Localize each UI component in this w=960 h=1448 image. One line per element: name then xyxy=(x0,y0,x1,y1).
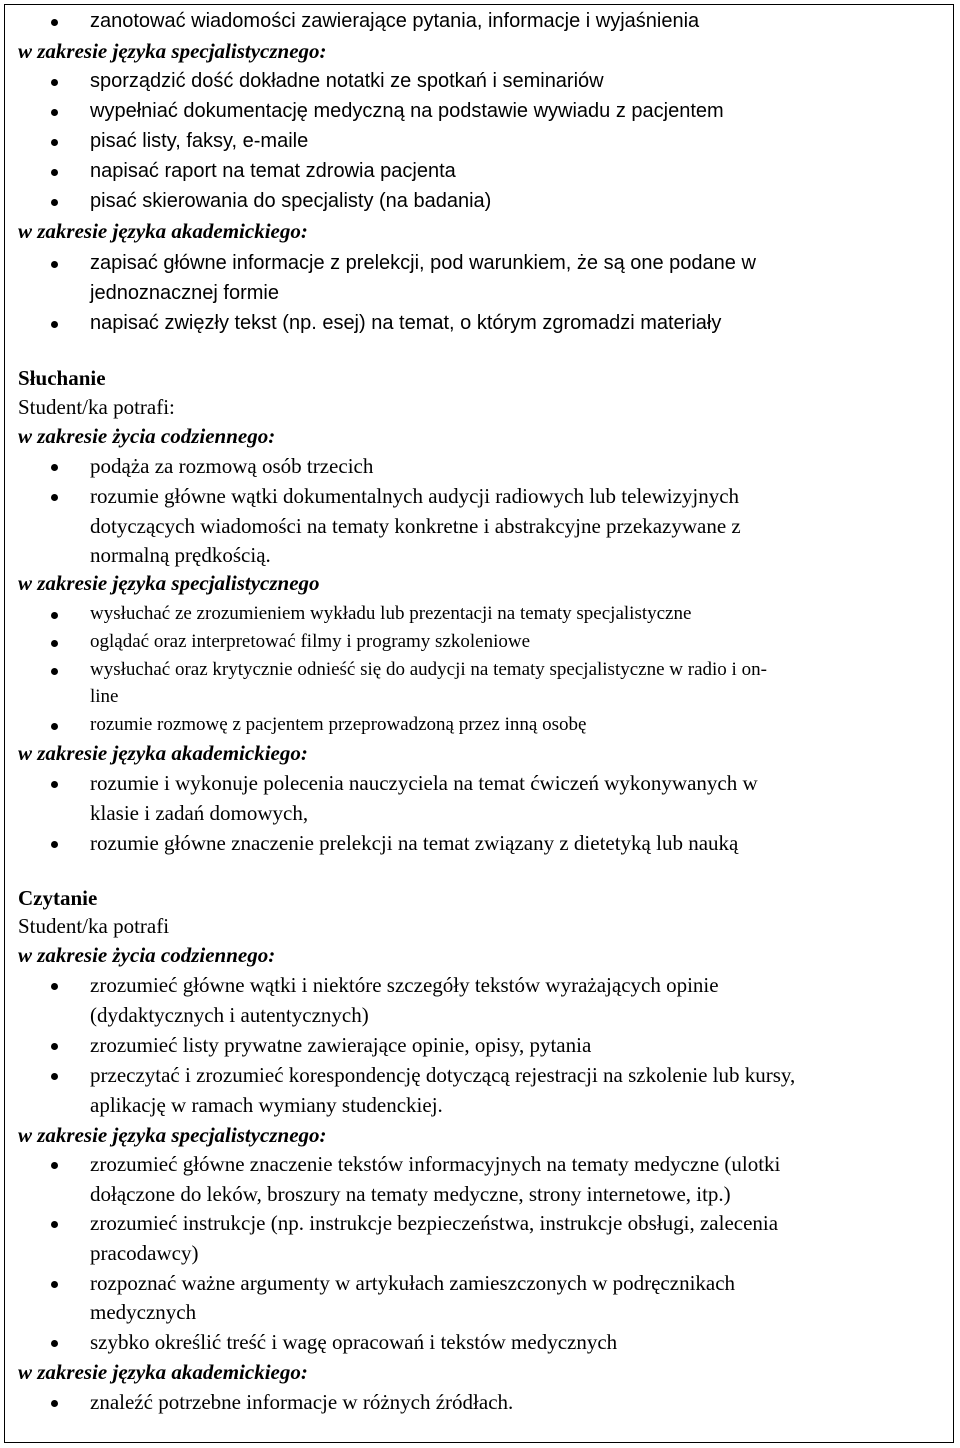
intro-text: Student/ka potrafi xyxy=(18,914,170,938)
bullet-icon xyxy=(51,1340,58,1347)
list-item-continuation: medycznych xyxy=(90,1300,197,1324)
list-item: zrozumieć główne znaczenie tekstów informacyjnych na tematy medyczne (ulotki xyxy=(90,1152,781,1176)
list-item: oglądać oraz interpretować filmy i programy szkoleniowe xyxy=(90,631,530,652)
list-item-continuation: dołączone do leków, broszury na tematy medyczne, strony internetowe, itp.) xyxy=(90,1182,731,1206)
bullet-icon xyxy=(51,1043,58,1050)
bullet-icon xyxy=(51,1281,58,1288)
section-title: Słuchanie xyxy=(18,366,106,390)
intro-text: Student/ka potrafi: xyxy=(18,395,175,419)
bullet-icon xyxy=(51,781,58,788)
list-item-continuation: aplikację w ramach wymiany studenckiej. xyxy=(90,1093,443,1117)
list-item: pisać listy, faksy, e-maile xyxy=(90,130,309,152)
bullet-icon xyxy=(51,261,58,268)
list-item-continuation: jednoznacznej formie xyxy=(90,282,279,304)
list-item-continuation: (dydaktycznych i autentycznych) xyxy=(90,1003,369,1027)
list-item: szybko określić treść i wagę opracowań i tekstów medycznych xyxy=(90,1330,618,1354)
list-item: podąża za rozmową osób trzecich xyxy=(90,454,374,478)
list-item-continuation: normalną prędkością. xyxy=(90,543,271,567)
list-item: napisać zwięzły tekst (np. esej) na temat, o którym zgromadzi materiały xyxy=(90,312,722,334)
bullet-icon xyxy=(51,19,58,26)
bullet-icon xyxy=(51,640,58,647)
bullet-icon xyxy=(51,169,58,176)
list-item: wypełniać dokumentację medyczną na podstawie wywiadu z pacjentem xyxy=(90,100,724,122)
list-item: zrozumieć główne wątki i niektóre szczegóły tekstów wyrażających opinie xyxy=(90,973,719,997)
list-item-continuation: klasie i zadań domowych, xyxy=(90,801,309,825)
bullet-icon xyxy=(51,723,58,730)
bullet-icon xyxy=(51,612,58,619)
list-item: wysłuchać ze zrozumieniem wykładu lub prezentacji na tematy specjalistyczne xyxy=(90,603,692,624)
bullet-icon xyxy=(51,199,58,206)
list-item: zrozumieć listy prywatne zawierające opinie, opisy, pytania xyxy=(90,1033,592,1057)
list-item: zapisać główne informacje z prelekcji, pod warunkiem, że są one podane w xyxy=(90,252,756,274)
list-item: wysłuchać oraz krytycznie odnieść się do audycji na tematy specjalistyczne w radio i on- xyxy=(90,659,767,680)
list-item-continuation: pracodawcy) xyxy=(90,1241,199,1265)
list-item-continuation: line xyxy=(90,686,119,707)
list-item: znaleźć potrzebne informacje w różnych źródłach. xyxy=(90,1390,514,1414)
bullet-icon xyxy=(51,983,58,990)
bullet-icon xyxy=(51,1073,58,1080)
list-item: rozumie główne wątki dokumentalnych audycji radiowych lub telewizyjnych xyxy=(90,484,740,508)
list-item: rozumie główne znaczenie prelekcji na temat związany z dietetyką lub nauką xyxy=(90,831,739,855)
bullet-icon xyxy=(51,109,58,116)
category-heading: w zakresie języka akademickiego: xyxy=(18,1360,308,1384)
bullet-icon xyxy=(51,1400,58,1407)
bullet-icon xyxy=(51,1221,58,1228)
category-heading: w zakresie języka akademickiego: xyxy=(18,741,308,765)
bullet-icon xyxy=(51,841,58,848)
category-heading: w zakresie języka akademickiego: xyxy=(18,219,308,243)
bullet-icon xyxy=(51,1162,58,1169)
list-item: rozumie i wykonuje polecenia nauczyciela na temat ćwiczeń wykonywanych w xyxy=(90,771,758,795)
bullet-icon xyxy=(51,494,58,501)
list-item: zrozumieć instrukcje (np. instrukcje bezpieczeństwa, instrukcje obsługi, zalecenia xyxy=(90,1211,779,1235)
bullet-icon xyxy=(51,79,58,86)
list-item: rozumie rozmowę z pacjentem przeprowadzoną przez inną osobę xyxy=(90,714,587,735)
section-title: Czytanie xyxy=(18,886,98,910)
list-item: pisać skierowania do specjalisty (na badania) xyxy=(90,190,492,212)
list-item: przeczytać i zrozumieć korespondencję dotyczącą rejestracji na szkolenie lub kursy, xyxy=(90,1063,796,1087)
bullet-icon xyxy=(51,321,58,328)
list-item: rozpoznać ważne argumenty w artykułach zamieszczonych w podręcznikach xyxy=(90,1271,736,1295)
list-item: sporządzić dość dokładne notatki ze spotkań i seminariów xyxy=(90,70,604,92)
category-heading: w zakresie języka specjalistycznego: xyxy=(18,39,327,63)
category-heading: w zakresie życia codziennego: xyxy=(18,943,276,967)
category-heading: w zakresie życia codziennego: xyxy=(18,424,276,448)
category-heading: w zakresie języka specjalistycznego: xyxy=(18,1123,327,1147)
category-heading: w zakresie języka specjalistycznego xyxy=(18,571,320,595)
bullet-icon xyxy=(51,464,58,471)
list-item-continuation: dotyczących wiadomości na tematy konkretne i abstrakcyjne przekazywane z xyxy=(90,514,741,538)
bullet-icon xyxy=(51,668,58,675)
list-item: zanotować wiadomości zawierające pytania, informacje i wyjaśnienia xyxy=(90,10,700,32)
document-page xyxy=(4,4,954,1443)
list-item: napisać raport na temat zdrowia pacjenta xyxy=(90,160,456,182)
bullet-icon xyxy=(51,139,58,146)
